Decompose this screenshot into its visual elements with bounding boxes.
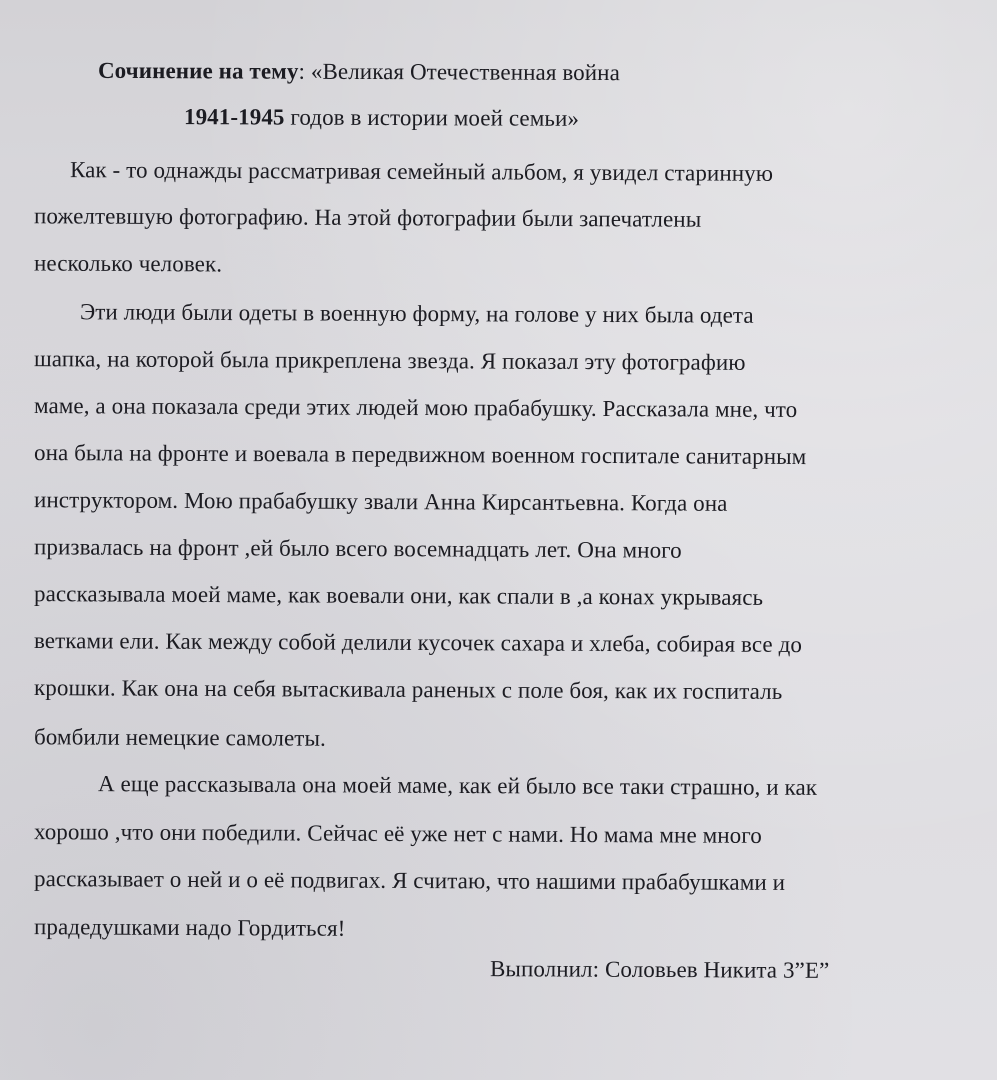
- signature: Выполнил: Соловьев Никита 3”Е”: [489, 956, 830, 983]
- body-line: крошки. Как она на себя вытаскивала раненых с поле боя, как их госпиталь: [33, 675, 783, 704]
- title-years-rest: годов в истории моей семьи»: [284, 104, 580, 131]
- body-line: инструктором. Мою прабабушку звали Анна Кирсантьевна. Когда она: [33, 487, 728, 516]
- body-line: ветками ели. Как между собой делили кусочек сахара и хлеба, собирая все до: [33, 627, 803, 658]
- body-line: рассказывает о ней и о её подвигах. Я считаю, что нашими прабабушками и: [33, 866, 786, 895]
- title-line-1: [98, 57, 620, 87]
- body-line: шапка, на которой была прикреплена звезда. Я показал эту фотографию: [33, 346, 746, 375]
- title-prefix-rest: : «Великая Отечественная война: [298, 58, 620, 86]
- body-line: несколько человек.: [33, 250, 223, 277]
- body-line: Как - то однажды рассматривая семейный альбом, я увидел старинную: [69, 157, 774, 186]
- body-line: маме, а она показала среди этих людей мою прабабушку. Рассказала мне, что: [33, 393, 798, 422]
- body-line: хорошо ,что они победили. Сейчас её уже нет с нами. Но мама мне много: [33, 819, 762, 848]
- body-line: бомбили немецкие самолеты.: [33, 724, 326, 751]
- body-line: рассказывала моей маме, как воевали они, как спали в ,а конах укрываясь: [33, 581, 764, 610]
- body-line: она была на фронте и воевала в передвижном военном госпитале санитарным: [33, 439, 807, 470]
- body-line: Эти люди были одеты в военную форму, на голове у них была одета: [79, 299, 754, 328]
- title-line-2: [184, 103, 579, 133]
- body-line: прадедушками надо Гордиться!: [33, 914, 346, 941]
- body-line: А еще рассказывала она моей маме, как ей было все таки страшно, и как: [97, 771, 818, 800]
- title-years-bold: 1941-1945: [183, 104, 285, 130]
- body-line: пожелтевшую фотографию. На этой фотографии были запечатлены: [33, 203, 702, 232]
- title-prefix-bold: Сочинение на тему: [97, 57, 299, 84]
- body-line: призвалась на фронт ,ей было всего восемнадцать лет. Она много: [33, 534, 682, 563]
